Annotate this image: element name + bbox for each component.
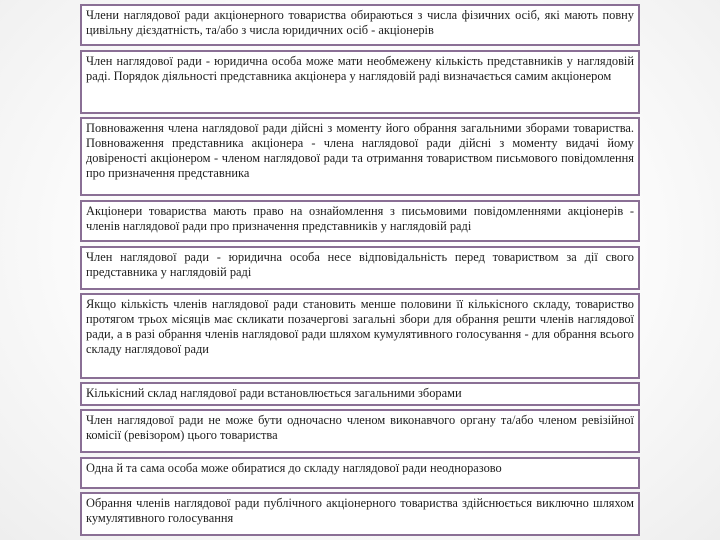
text-box-1 (80, 4, 640, 46)
text-box-8 (80, 409, 640, 453)
text-box-1-text: Члени наглядової ради акціонерного товариства обираються з числа фізичних осіб, які мають повну цивільну дієздатність, та/або з числа юридичних осіб - акціонерів (86, 8, 634, 37)
text-box-5-text: Член наглядової ради - юридична особа несе відповідальність перед товариством за дії свого представника у наглядовій раді (86, 250, 634, 279)
text-box-7 (80, 382, 640, 406)
text-box-9 (80, 457, 640, 489)
text-box-4-text: Акціонери товариства мають право на ознайомлення з письмовими повідомленнями акціонерів - членів наглядової ради про призначення представників у наглядовій раді (86, 204, 634, 233)
text-box-8-text: Член наглядової ради не може бути одночасно членом виконавчого органу та/або членом ревізійної комісії (ревізором) цього товариства (86, 413, 634, 442)
text-box-2 (80, 50, 640, 114)
text-box-3 (80, 117, 640, 196)
text-box-9-text: Одна й та сама особа може обиратися до складу наглядової ради неодноразово (86, 461, 502, 475)
text-box-6 (80, 293, 640, 379)
text-box-5 (80, 246, 640, 290)
text-box-7-text: Кількісний склад наглядової ради встановлюється загальними зборами (86, 386, 462, 400)
text-box-4 (80, 200, 640, 242)
text-box-6-text: Якщо кількість членів наглядової ради становить менше половини її кількісного складу, товариство протягом трьох місяців має скликати позачергові загальні збори для обрання решти членів наглядової ради, а в разі обрання членів наглядової ради шляхом кумулятивного голосування - для обрання всього складу наглядової ради (86, 297, 634, 356)
text-box-3-text: Повноваження члена наглядової ради дійсні з моменту його обрання загальними зборами товариства. Повноваження представника акціонера - члена наглядової ради дійсні з моменту видачі йому довіреності акціонером - членом наглядової ради та отримання товариством письмового повідомлення про призначення представника (86, 121, 634, 180)
text-box-10 (80, 492, 640, 536)
text-box-2-text: Член наглядової ради - юридична особа може мати необмежену кількість представників у наглядовій раді. Порядок діяльності представника акціонера у наглядовій раді визначається самим акціонером (86, 54, 634, 83)
text-box-10-text: Обрання членів наглядової ради публічного акціонерного товариства здійснюється виключно шляхом кумулятивного голосування (86, 496, 634, 525)
